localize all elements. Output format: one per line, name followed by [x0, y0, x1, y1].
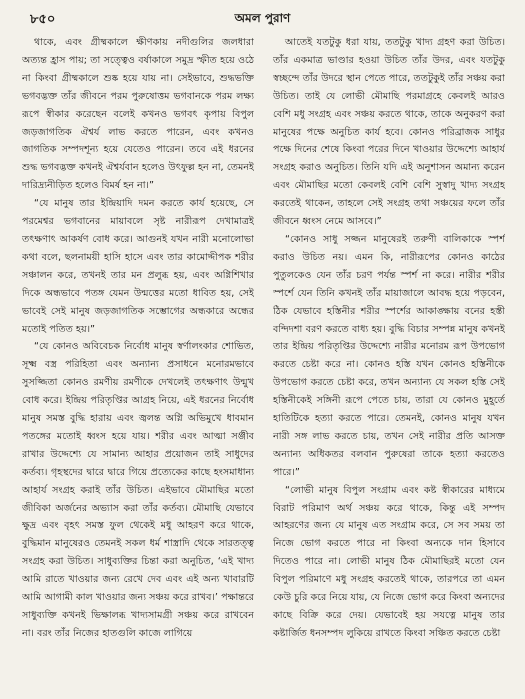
paragraph: থাকে, এবং গ্রীষ্মকালে ক্ষীণকায় নদীগুলির জলধারা অত্যন্ত হ্রাস পায়; তা সত্ত্বেও বর্ষাকালে সমুদ্র স্ফীত হয়ে ওঠে না কিংবা গ্রীষ্মকালে শুষ্ক হয়ে যায় না। সেইভাবে, শুদ্ধভক্তি ভগবদ্ভক্ত তাঁর জীবনে পরম পুরুষোত্তম ভগবানকে পরম লক্ষ্য রূপে স্বীকার করেছেন বলেই কখনও ভগবৎ কৃপায় বিপুল জড়জাগতিক ঐশ্বর্য লাভ করতে পারেন, এবং কখনও জাগতিক সম্পদশূন্য হয়ে যেতেও পারেন। তবে এই ধরনের শুদ্ধ ভগবদ্ভক্ত কখনই ঐশ্বর্যবান হলেও উৎফুল্ল হন না, তেমনই দারিদ্র্যনীড়িত হলেও বিমর্ষ হন না।” — [22, 37, 254, 192]
paragraph: “যে মানুষ তার ইন্দ্রিয়াদি দমন করতে কার্য হয়েছে, সে পরমেশ্বর ভগবানের মায়াবলে সৃষ্ট নারীরূপ দেখামাত্রই তৎক্ষণাৎ আকর্ষণ বোধ করে। আগুনই যখন নারী মনোলোভা কথা বলে, ছলনাময়ী হাসি হাসে এবং তার কামোদ্দীপক শরীর সঞ্চালন করে, তখনই তার মন প্রলুব্ধ হয়, এবং অগ্নিশিখার দিকে অন্ধভাবে পতঙ্গ যেমন উন্মত্তের মতো ধাবিত হয়, সেই ভাবেই সেই মানুষ জড়জাগতিক সম্ভোগের অন্ধকারে অন্ধের মতোই পতিত হয়।” — [22, 198, 254, 335]
page-header — [30, 8, 495, 30]
page-number: ৮৫০ — [30, 12, 56, 27]
running-title: অমল পুরাণ — [234, 11, 291, 25]
paragraph: আতেই যতটুকু ধরা যায়, ততটুকু খাদ্য গ্রহণ করা উচিত। তাঁর একমাত্র ভাণ্ডার হওয়া উচিত তাঁর উদর, এবং যতটুকু স্বচ্ছন্দে তাঁর উদরে স্থান পেতে পারে, ততটুকুই তাঁর সঞ্চয় করা উচিত। তাই যে লোভী মৌমাছি পরমাগ্রহে কেবলই আরও বেশি মধু সংগ্রহ এবং সঞ্চয় করতে থাকে, তাকে অনুকরণ করা মানুষের পক্ষে অনুচিত কার্য হবে। কোনও পরিব্রাজক সাধুর পক্ষে দিনের শেষে কিংবা পরের দিনে খাওয়ার উদ্দেশ্যে আহার্য সংগ্রহ করাও অনুচিত। তিনি যদি এই অনুশাসন অমান্য করেন এবং মৌমাছির মতো কেবলই বেশি বেশি সুস্বাদু খাদ্য সংগ্রহ করতেই থাকেন, তাহলে সেই সংগ্রহ তথা সঞ্চয়ের ফলে তাঁর জীবনে ধ্বংস নেমে আসবে।” — [273, 37, 505, 228]
paragraph: “যে কোনও অবিবেচক নির্বোধ মানুষ স্বর্ণালংকার শোভিত, সূক্ষ্ম বস্ত্র পরিহিতা এবং অন্যান্য প্রসাধনে মনোরমভাবে সুসজ্জিতা কোনও রমণীয় রমণীকে দেখলেই তৎক্ষণাৎ উন্মুখ বোধ করে। ইন্দ্রিয় পরিতৃপ্তির আগ্রহ নিয়ে, এই ধরনের নির্বোধ মানুষ সমস্ত বুদ্ধি হারায় এবং জ্বলন্ত অগ্নি অভিমুখে ধাবমান পতঙ্গের মতোই ধ্বংস হয়ে যায়। শরীর এবং আত্মা সঞ্জীব রাখার উদ্দেশ্যে যে সামান্য আহার প্রয়োজন তাই সাধুদের কর্তব্য। গৃহস্থদের দ্বারে দ্বারে গিয়ে প্রত্যেকের কাছে হংসমাধান্য আহার্য সংগ্রহ করাই তাঁর উচিত। এইভাবে মৌমাছির মতো জীবিকা অর্জনের অভ্যাস করা তাঁর কর্তব্য। মৌমাছি যেভাবে ক্ষুদ্র এবং বৃহৎ সমস্ত ফুল থেকেই মধু আহরণ করে থাকে, বুদ্ধিমান মানুষেরও তেমনই সকল ধর্ম শাস্ত্রাদি থেকে সারতত্ত্ব সংগ্রহ করা উচিত। সাধুব্যক্তির চিন্তা করা অনুচিত, ‘এই খাদ্য আমি রাতে খাওয়ার জন্য রেখে দেব এবং এই অন্য খাবারটি আমি আগামী কাল খাওয়ার জন্য সঞ্চয় করে রাখব।’ পক্ষান্তরে সাধুব্যক্তি কখনই ভিক্ষালব্ধ খাদ্যসামগ্রী সঞ্চয় করে রাখবেন না। বরং তাঁর নিজের হাতগুলি কাজে লাগিয়ে — [22, 341, 254, 639]
left-column — [22, 34, 254, 690]
paragraph: “কোনও সাধু সজ্জন মানুষেরই তরুণী বালিকাকে স্পর্শ করাও উচিত নয়। এমন কি, নারীরূপের কোনও কাঠের পুতুলকেও যেন তাঁর চরণ পর্যন্ত স্পর্শ না করে। নারীর শরীর স্পর্শে যেন তিনি কখনই তাঁর মায়াজালে আবদ্ধ হয়ে পড়বেন, ঠিক যেভাবে হস্তিনীর শরীর স্পর্শের আকাঙ্ক্ষায় বনের হস্তী বন্দিদশা বরণ করতে বাধ্য হয়। বুদ্ধি বিচার সম্পন্ন মানুষ কখনই তার ইন্দ্রিয় পরিতৃপ্তির উদ্দেশ্যে নারীর মনোরম রূপ উপভোগ করতে চেষ্টা করে না। কোনও হস্তি যখন কোনও হস্তিনীকে উপভোগ করতে চেষ্টা করে, তখন অন্যান্য যে সকল হস্তি সেই হস্তিনীকেই সঙ্গিনী রূপে পেতে চায়, তারা যে কোনও মুহূর্তে হাতিটিকে হত্যা করতে পারে। তেমনই, কোনও মানুষ যখন নারী সঙ্গ লাভ করতে চায়, তখন সেই নারীর প্রতি আসক্ত অন্যান্য অধিকতর বলবান পুরুষেরা তাকে হত্যা করতেও পারে।” — [273, 233, 505, 478]
right-column — [273, 34, 505, 690]
paragraph: “লোভী মানুষ বিপুল সংগ্রাম এবং কষ্ট স্বীকারের মাধ্যমে বিরাট পরিমাণ অর্থ সঞ্চয় করে থাকে, কিন্তু এই সম্পদ আহরণের জন্য যে মানুষ এত সংগ্রাম করে, সে সব সময় তা নিজে ভোগ করতে পারে না কিংবা অন্যকে দান হিসাবে দিতেও পারে না। লোভী মানুষ ঠিক মৌমাছিরই মতো যেন বিপুল পরিমাণে মধু সংগ্রহ করতেই থাকে, তারপরে তা এমন কেউ চুরি করে নিয়ে যায়, যে নিজে ভোগ করে কিংবা অন্যদের কাছে বিক্রি করে দেয়। যেভাবেই হয় সযত্নে মানুষ তার কষ্টার্জিত ধনসম্পদ লুকিয়ে রাখতে কিংবা সঞ্চিত করতে চেষ্টা — [273, 484, 505, 639]
